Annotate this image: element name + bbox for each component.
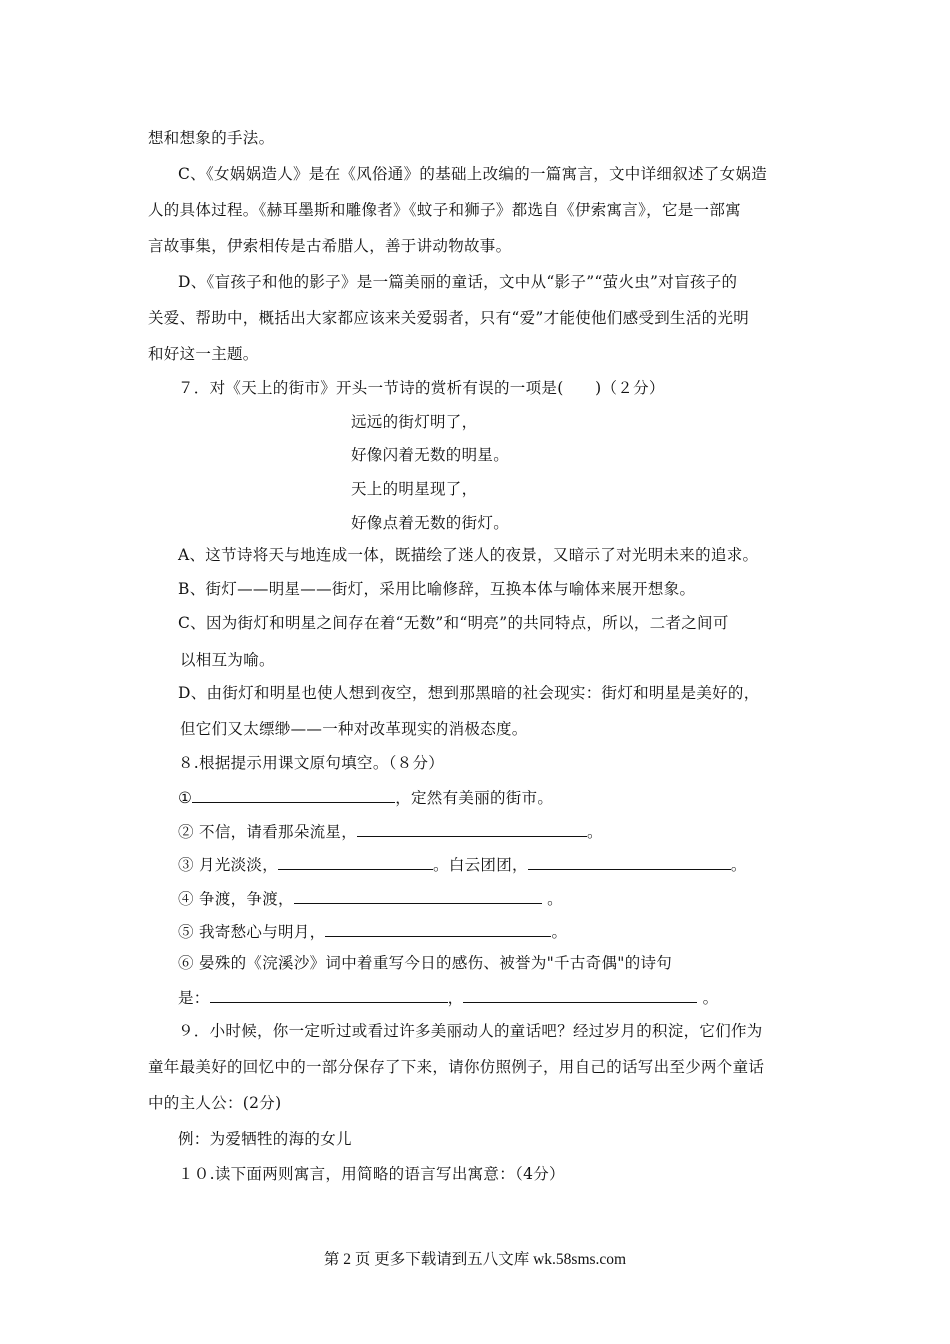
answer-blank[interactable] <box>325 920 551 937</box>
item-text: 是： <box>178 989 210 1007</box>
question-7-option-c-line-1: C、因为街灯和明星之间存在着“无数”和“明亮”的共同特点，所以，二者之间可 <box>178 614 729 632</box>
fill-item-3 <box>178 853 747 875</box>
item-text: 。 <box>587 823 603 841</box>
page-footer: 第 2 页 更多下载请到五八文库 wk.58sms.com <box>323 1251 627 1268</box>
poem-line: 好像闪着无数的明星。 <box>351 446 510 464</box>
item-text: 。 <box>547 890 563 908</box>
question-9-line-2: 童年最美好的回忆中的一部分保存了下来，请你仿照例子，用自己的话写出至少两个童话 <box>148 1058 765 1076</box>
answer-blank[interactable] <box>294 887 542 904</box>
answer-blank[interactable] <box>210 986 448 1003</box>
question-7-option-d-line-1: D、由街灯和明星也使人想到夜空，想到那黑暗的社会现实：街灯和明星是美好的， <box>178 684 760 702</box>
question-7-option-b: B、街灯——明星——街灯，采用比喻修辞，互换本体与喻体来展开想象。 <box>178 580 696 598</box>
answer-blank[interactable] <box>528 853 731 870</box>
fill-item-1 <box>178 786 553 808</box>
fill-item-6-line-1: ⑥ 晏殊的《浣溪沙》词中着重写今日的感伤、被誉为"千古奇偶"的诗句 <box>178 954 673 972</box>
answer-blank[interactable] <box>463 986 697 1003</box>
poem-line: 天上的明星现了， <box>351 480 478 498</box>
item-text: 。 <box>730 856 747 874</box>
item-text: ⑤ 我寄愁心与明月， <box>178 923 326 941</box>
answer-blank[interactable] <box>357 820 587 837</box>
option-c-line-1: C、《女娲娲造人》是在《风俗通》的基础上改编的一篇寓言，文中详细叙述了女娲造 <box>178 165 768 183</box>
fill-item-4 <box>178 887 563 909</box>
item-text: ， <box>447 989 464 1007</box>
question-9-example: 例：为爱牺牲的海的女儿 <box>178 1130 352 1148</box>
option-d-line-3: 和好这一主题。 <box>148 345 259 363</box>
answer-blank[interactable] <box>278 853 433 870</box>
question-10-stem: １０.读下面两则寓言，用简略的语言写出寓意：（4分） <box>178 1165 565 1183</box>
question-7-option-d-line-2: 但它们又太缥缈——一种对改革现实的消极态度。 <box>180 720 528 738</box>
item-text: ④ 争渡，争渡， <box>178 890 294 908</box>
poem-line: 远远的街灯明了， <box>351 413 478 431</box>
item-text: 。 <box>702 989 719 1007</box>
answer-blank[interactable] <box>192 786 395 803</box>
question-7-option-a: A、这节诗将天与地连成一体，既描绘了迷人的夜景，又暗示了对光明未来的追求。 <box>178 546 759 564</box>
item-text: 。 <box>551 923 568 941</box>
option-d-line-1: D、《盲孩子和他的影子》是一篇美丽的童话，文中从“影子”“萤火虫”对盲孩子的 <box>178 273 738 291</box>
item-number: ① <box>178 789 193 807</box>
item-text: ，定然有美丽的街市。 <box>395 789 554 807</box>
fill-item-6-line-2 <box>178 986 718 1008</box>
question-7-stem: ７．对《天上的街市》开头一节诗的赏析有误的一项是( )（２分） <box>178 379 665 397</box>
fill-item-2 <box>178 820 603 842</box>
item-text: ③ 月光淡淡， <box>178 856 279 874</box>
option-c-line-2: 人的具体过程。《赫耳墨斯和雕像者》《蚊子和狮子》都选自《伊索寓言》，它是一部寓 <box>148 201 741 219</box>
question-9-line-1: ９．小时候，你一定听过或看过许多美丽动人的童话吧？经过岁月的积淀，它们作为 <box>178 1022 763 1040</box>
item-text: ② 不信，请看那朵流星， <box>178 823 358 841</box>
question-9-line-3: 中的主人公：(2分) <box>148 1094 282 1112</box>
question-8-stem: ８.根据提示用课文原句填空。（８分） <box>178 754 445 772</box>
option-d-line-2: 关爱、帮助中，概括出大家都应该来关爱弱者，只有“爱”才能使他们感受到生活的光明 <box>148 309 750 327</box>
fill-item-5 <box>178 920 567 942</box>
poem-line: 好像点着无数的街灯。 <box>351 514 510 532</box>
item-text: 。白云团团， <box>433 856 528 874</box>
text-line: 想和想象的手法。 <box>148 129 275 147</box>
question-7-option-c-line-2: 以相互为喻。 <box>180 651 275 669</box>
option-c-line-3: 言故事集，伊索相传是古希腊人，善于讲动物故事。 <box>148 237 512 255</box>
